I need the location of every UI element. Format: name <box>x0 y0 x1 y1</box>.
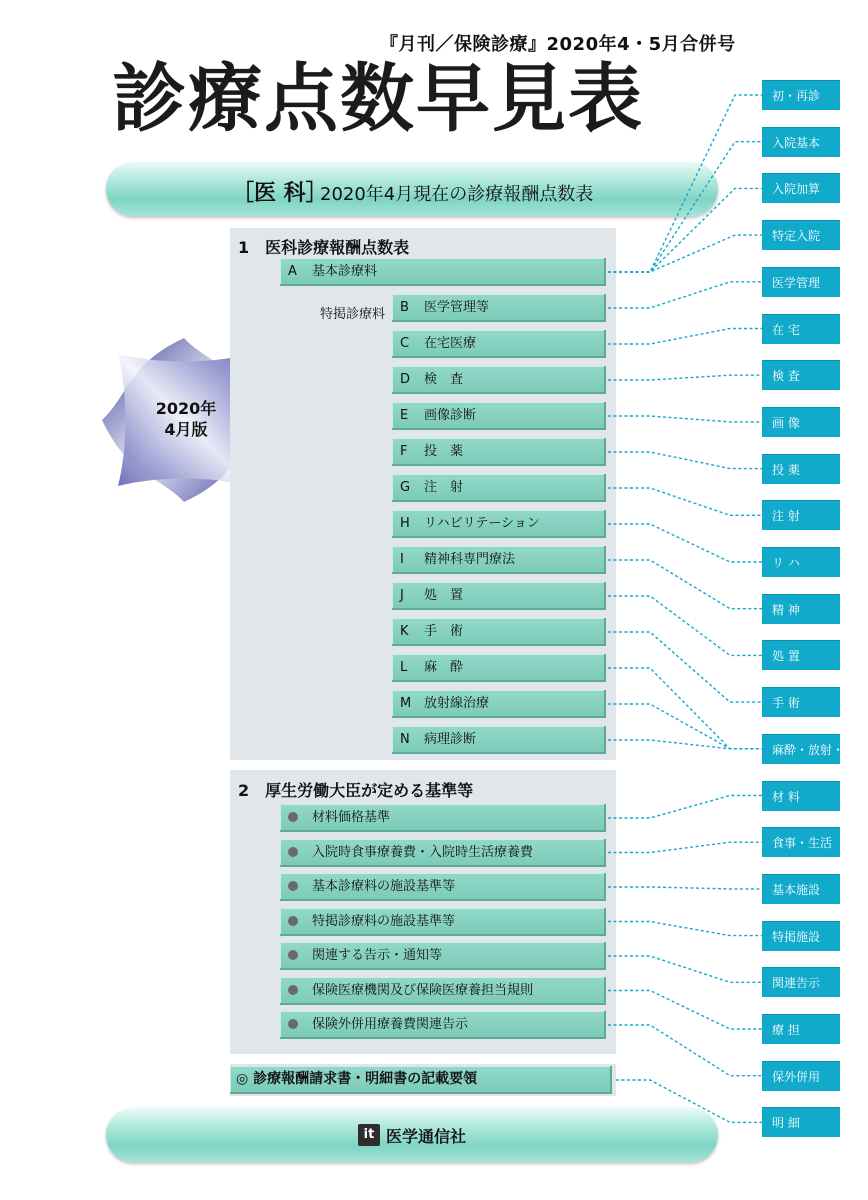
row-letter: I <box>400 552 404 567</box>
connector-line <box>608 704 762 749</box>
row-label: 放射線治療 <box>424 696 490 711</box>
index-tab[interactable]: 保外併用 <box>762 1061 840 1091</box>
row-letter: C <box>400 336 410 351</box>
row-label: 医学管理等 <box>424 300 490 315</box>
row-letter: K <box>400 624 409 639</box>
index-tab[interactable]: 療 担 <box>762 1014 840 1044</box>
row-label: 関連する告示・通知等 <box>312 948 443 963</box>
edition-badge <box>146 398 226 440</box>
row-letter: J <box>400 588 404 603</box>
index-tab[interactable]: 基本施設 <box>762 874 840 904</box>
connector-line <box>608 488 762 515</box>
row-label: 画像診断 <box>424 408 477 423</box>
connector-line <box>608 632 762 702</box>
section-1-heading: 1 医科診療報酬点数表 <box>238 238 410 257</box>
row-label: 基本診療料 <box>312 264 378 279</box>
index-tab[interactable]: 材 料 <box>762 781 840 811</box>
row-label: 処 置 <box>424 588 464 603</box>
index-tab[interactable]: 手 術 <box>762 687 840 717</box>
index-tab[interactable]: 処 置 <box>762 640 840 670</box>
row-label: リハビリテーション <box>424 516 540 531</box>
bullet-icon <box>288 950 298 960</box>
connector-line <box>608 282 762 308</box>
connector-line <box>608 991 762 1030</box>
index-tab[interactable]: 特定入院 <box>762 220 840 250</box>
row-label: ◎ 診療報酬請求書・明細書の記載要領 <box>236 1071 478 1087</box>
row-label: 入院時食事療養費・入院時生活療養費 <box>312 844 534 860</box>
connector-line <box>608 887 762 889</box>
row-standard-item[interactable] <box>280 1011 606 1039</box>
connector-line <box>608 524 762 562</box>
row-fee-item[interactable] <box>392 546 606 574</box>
connector-line <box>608 329 762 345</box>
issue-line: 『月刊／保険診療』2020年4・5月合併号 <box>380 34 736 55</box>
category-description: 2020年4月現在の診療報酬点数表 <box>320 184 594 205</box>
row-label: 病理診断 <box>424 732 477 747</box>
row-fee-item[interactable] <box>392 654 606 682</box>
row-label: 麻 酔 <box>424 660 464 675</box>
connector-line <box>608 922 762 936</box>
index-tab[interactable]: 明 細 <box>762 1107 840 1137</box>
row-standard-item[interactable] <box>280 977 606 1005</box>
index-tab[interactable]: 初・再診 <box>762 80 840 110</box>
row-letter: N <box>400 732 410 747</box>
index-tab[interactable]: 関連告示 <box>762 967 840 997</box>
special-fees-label: 特掲診療料 <box>320 307 386 322</box>
row-fee-item[interactable] <box>392 690 606 718</box>
row-label: 基本診療料の施設基準等 <box>312 879 456 894</box>
connector-line <box>608 1025 762 1076</box>
row-label: 材料価格基準 <box>312 810 391 825</box>
index-tab[interactable]: 医学管理 <box>762 267 840 297</box>
row-fee-item[interactable] <box>392 618 606 646</box>
index-tab[interactable]: 入院基本 <box>762 127 840 157</box>
row-letter: A <box>288 264 297 279</box>
row-standard-item[interactable] <box>280 908 606 936</box>
row-label: 特掲診療料の施設基準等 <box>312 913 456 929</box>
bullet-icon <box>288 916 298 926</box>
publisher-name: 医学通信社 <box>386 1127 467 1146</box>
row-fee-item[interactable] <box>392 582 606 610</box>
connector-line <box>608 560 762 609</box>
badge-month: 4月版 <box>164 420 208 439</box>
connector-line <box>608 740 762 749</box>
connector-line <box>608 416 762 422</box>
connector-line <box>608 956 762 982</box>
row-fee-item[interactable] <box>392 294 606 322</box>
index-tab[interactable]: リ ハ <box>762 547 840 577</box>
connector-line <box>608 668 762 749</box>
index-tab[interactable]: 画 像 <box>762 407 840 437</box>
row-fee-item[interactable] <box>392 474 606 502</box>
bullet-icon <box>288 847 298 857</box>
row-fee-item[interactable] <box>392 510 606 538</box>
connector-line <box>608 796 762 819</box>
row-fee-item[interactable] <box>392 402 606 430</box>
row-letter: L <box>400 660 408 675</box>
row-letter: E <box>400 408 409 423</box>
row-standard-item[interactable] <box>280 942 606 970</box>
row-label: 精神科専門療法 <box>424 552 516 567</box>
row-standard-item[interactable] <box>280 839 606 867</box>
category-label: ［医 科］ <box>232 181 328 206</box>
index-tab[interactable]: 検 査 <box>762 360 840 390</box>
index-tab[interactable]: 食事・生活 <box>762 827 840 857</box>
row-label: 手 術 <box>424 624 464 639</box>
row-standard-item[interactable] <box>280 873 606 901</box>
row-fee-item[interactable] <box>392 726 606 754</box>
publisher-logo-icon: it <box>358 1124 380 1146</box>
row-basic-fees[interactable] <box>280 258 606 286</box>
row-letter: F <box>400 444 408 459</box>
index-tab[interactable]: 在 宅 <box>762 314 840 344</box>
row-letter: G <box>400 480 411 495</box>
bullet-icon <box>288 1019 298 1029</box>
index-tab[interactable]: 特掲施設 <box>762 921 840 951</box>
connector-line <box>608 235 762 272</box>
badge-year: 2020年 <box>155 399 217 418</box>
section-2-heading: 2 厚生労働大臣が定める基準等 <box>238 781 474 800</box>
index-tab[interactable]: 精 神 <box>762 594 840 624</box>
row-label: 保険外併用療養費関連告示 <box>312 1017 469 1032</box>
bullet-icon <box>288 985 298 995</box>
index-tab[interactable]: 注 射 <box>762 500 840 530</box>
connector-line <box>608 842 762 852</box>
row-label: 投 薬 <box>424 444 464 459</box>
row-letter: D <box>400 372 411 387</box>
index-tab[interactable]: 投 薬 <box>762 454 840 484</box>
index-tab[interactable]: 入院加算 <box>762 173 840 203</box>
row-label: 保険医療機関及び保険医療養担当規則 <box>312 982 534 998</box>
row-claim-guidelines[interactable] <box>230 1066 612 1094</box>
bullet-icon <box>288 881 298 891</box>
row-label: 在宅医療 <box>424 336 477 351</box>
row-label: 検 査 <box>424 372 464 387</box>
connector-line <box>608 596 762 655</box>
bullet-icon <box>288 812 298 822</box>
connector-line <box>608 452 762 469</box>
connector-line <box>608 375 762 380</box>
row-letter: B <box>400 300 409 315</box>
page-title: 診療点数早見表 <box>112 56 644 142</box>
row-standard-item[interactable] <box>280 804 606 832</box>
row-fee-item[interactable] <box>392 438 606 466</box>
row-fee-item[interactable] <box>392 366 606 394</box>
row-label: 注 射 <box>424 480 464 495</box>
row-fee-item[interactable] <box>392 330 606 358</box>
row-letter: M <box>400 696 412 711</box>
row-letter: H <box>400 516 410 531</box>
index-tab[interactable]: 麻酔・放射・病理 <box>762 734 840 764</box>
